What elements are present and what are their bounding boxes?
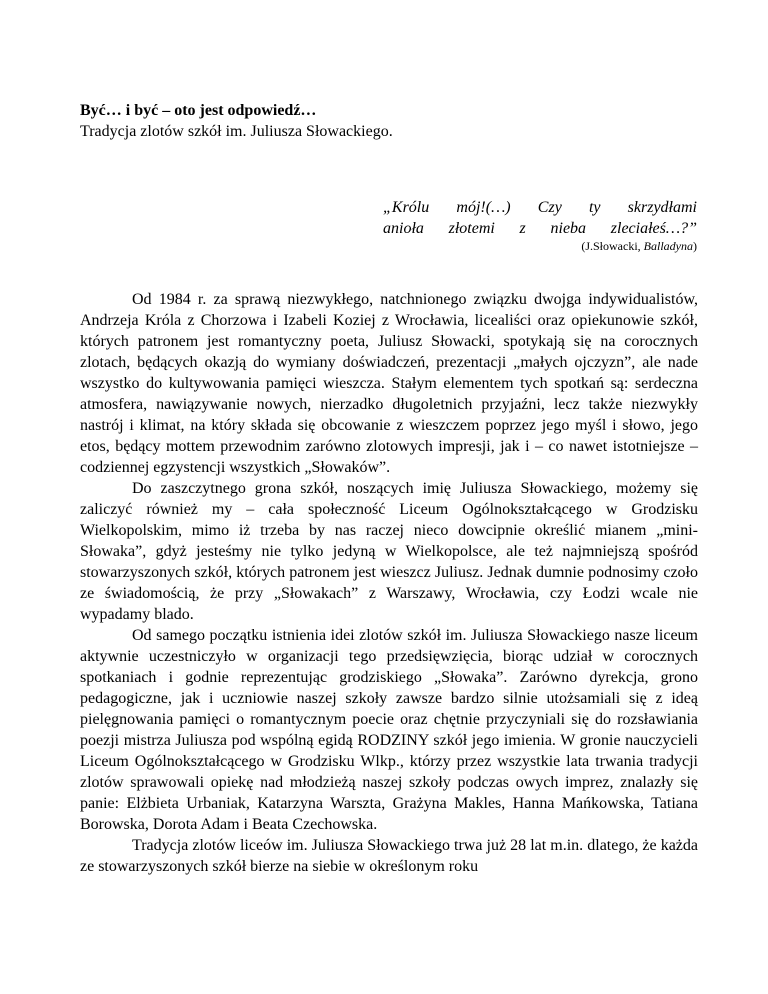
epigraph-line-2: anioła złotemi z nieba zleciałeś…?” bbox=[383, 220, 697, 237]
epigraph-author: (J.Słowacki, bbox=[581, 239, 644, 253]
epigraph bbox=[383, 197, 697, 253]
epigraph-work: Balladyna bbox=[643, 239, 693, 253]
document-title: Być… i być – oto jest odpowiedź… bbox=[80, 102, 317, 119]
document-heading bbox=[80, 100, 700, 142]
paragraph-3: Od samego początku istnienia idei zlotów szkół im. Juliusza Słowackiego nasze liceum aktywnie uczestniczyło w organizacji tego przedsięwzięcia, biorąc udział w corocznych spotkaniach i godnie reprezentując grodziskiego „Słowaka”. Zarówno dyrekcja, grono pedagogiczne, jak i uczniowie naszej szkoły zawsze bardzo silnie utożsamiali się z ideą pielęgnowania pamięci o romantycznym poecie oraz chętnie przyczyniali się do rozsławiania poezji mistrza Juliusza pod wspólną egidą RODZINY szkół jego imienia. W gronie nauczycieli Liceum Ogólnokształcącego w Grodzisku Wlkp., którzy przez wszystkie lata trwania tradycji zlotów sprawowali opiekę nad młodzieżą naszej szkoły podczas owych imprez, znalazły się panie: Elżbieta Urbaniak, Katarzyna Warszta, Grażyna Makles, Hanna Mańkowska, Tatiana Borowska, Dorota Adam i Beata Czechowska. bbox=[80, 627, 698, 833]
epigraph-line-1: „Królu mój!(…) Czy ty skrzydłami bbox=[383, 199, 697, 216]
document-body bbox=[80, 289, 698, 877]
paragraph-2: Do zaszczytnego grona szkół, noszących imię Juliusza Słowackiego, możemy się zaliczyć również my – cała społeczność Liceum Ogólnokształcącego w Grodzisku Wielkopolskim, mimo iż trzeba by nas raczej nieco dowcipnie określić mianem „mini-Słowaka”, gdyż jesteśmy nie tylko jedyną w Wielkopolsce, ale też najmniejszą spośród stowarzyszonych szkół, których patronem jest wieszcz Juliusz. Jednak dumnie podnosimy czoło ze świadomością, że przy „Słowakach” z Warszawy, Wrocławia, czy Łodzi wcale nie wypadamy blado. bbox=[80, 480, 698, 623]
epigraph-close: ) bbox=[693, 239, 697, 253]
paragraph-4: Tradycja zlotów liceów im. Juliusza Słowackiego trwa już 28 lat m.in. dlatego, że każda ze stowarzyszonych szkół bierze na siebie w określonym roku bbox=[80, 837, 698, 875]
epigraph-source bbox=[383, 239, 697, 253]
paragraph-1: Od 1984 r. za sprawą niezwykłego, natchnionego związku dwojga indywidualistów, Andrzeja Króla z Chorzowa i Izabeli Koziej z Wrocławia, licealiści oraz opiekunowie szkół, których patronem jest romantyczny poeta, Juliusz Słowacki, spotykają się na corocznych zlotach, będących okazją do wymiany doświadczeń, prezentacji „małych ojczyzn”, ale nade wszystko do kultywowania pamięci wieszcza. Stałym elementem tych spotkań są: serdeczna atmosfera, nawiązywanie nowych, nierzadko długoletnich przyjaźni, lecz także niezwykły nastrój i klimat, na który składa się obcowanie z wieszczem poprzez jego myśl i słowo, jego etos, będący mottem przewodnim zarówno zlotowych impresji, jak i – co nawet istotniejsze – codziennej egzystencji wszystkich „Słowaków”. bbox=[80, 291, 698, 476]
document-subtitle: Tradycja zlotów szkół im. Juliusza Słowackiego. bbox=[80, 123, 393, 140]
